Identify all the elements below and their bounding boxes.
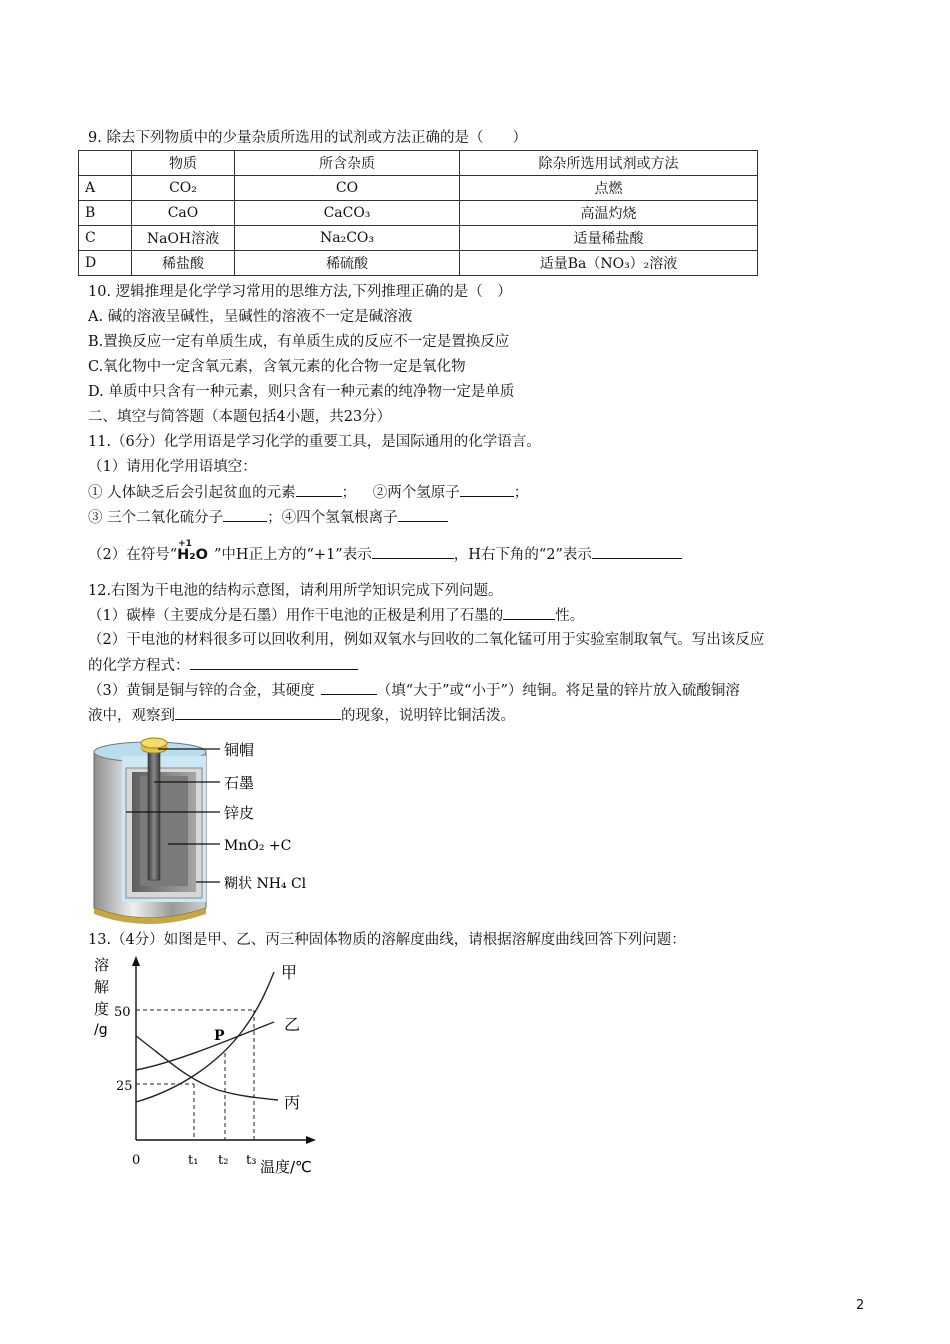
table-row [79, 251, 758, 276]
table-header: 物质 [132, 151, 235, 176]
x-axis-arrow [306, 1136, 316, 1144]
tick-t1: t₁ [188, 1153, 199, 1168]
q12-part1 [88, 605, 584, 626]
q9-table [78, 150, 758, 276]
table-cell: 适量稀盐酸 [460, 226, 758, 251]
valence-mark: +1 [178, 539, 192, 549]
label-nh4cl: 糊状 NH₄ Cl [224, 876, 307, 892]
label-zinc-skin: 锌皮 [224, 804, 255, 822]
q11-item4: ④四个氢氧根离子 [281, 510, 398, 526]
answer-blank[interactable] [592, 544, 682, 559]
table-cell: C [79, 226, 132, 251]
carbon-rod [148, 750, 160, 880]
table-cell: CO [235, 176, 460, 201]
page-number: 2 [856, 1298, 865, 1313]
series-yi: 乙 [284, 1015, 301, 1034]
table-row [79, 226, 758, 251]
q13-stem: 13.（4分）如图是甲、乙、丙三种固体物质的溶解度曲线，请根据溶解度曲线回答下列问题： [88, 932, 686, 948]
separator: ； [513, 485, 529, 501]
q11-items-row1 [88, 482, 528, 503]
table-cell: NaOH溶液 [132, 226, 235, 251]
tick-50: 50 [114, 1005, 131, 1020]
table-cell: D [79, 251, 132, 276]
q12-part1-text: （1）碳棒（主要成分是石墨）用作干电池的正极是利用了石墨的 [88, 608, 504, 624]
table-header: 除杂所选用试剂或方法 [460, 151, 758, 176]
table-cell: 稀盐酸 [132, 251, 235, 276]
q11-part2-text: ”中H正上方的“+1”表示 [213, 547, 372, 563]
y-label-char: 溶 [94, 956, 110, 974]
q11-item1: ① 人体缺乏后会引起贫血的元素 [88, 485, 296, 501]
q12-part3-text: （填“大于”或“小于”）纯铜。将足量的锌片放入硫酸铜溶 [376, 683, 740, 699]
separator: ； [341, 485, 357, 501]
battery-diagram [88, 732, 328, 927]
q10-option-c: C.氧化物中一定含氧元素，含氧元素的化合物一定是氧化物 [88, 359, 466, 375]
table-row [79, 176, 758, 201]
q10-option-d: D. 单质中只含有一种元素，则只含有一种元素的纯净物一定是单质 [88, 384, 515, 400]
q11-stem: 11.（6分）化学用语是学习化学的重要工具，是国际通用的化学语言。 [88, 434, 541, 450]
y-label-char: 解 [94, 978, 110, 996]
table-cell: 点燃 [460, 176, 758, 201]
label-graphite: 石墨 [224, 774, 255, 792]
q12-part3-cont [88, 705, 515, 726]
answer-blank[interactable] [321, 680, 377, 695]
inner-layer [140, 776, 188, 886]
answer-blank[interactable] [190, 655, 358, 670]
answer-blank[interactable] [503, 605, 555, 620]
y-label-char: 度 [94, 1000, 110, 1018]
table-cell: 适量Ba（NO₃）₂溶液 [460, 251, 758, 276]
q11-part2-text: （2）在符号“ [88, 547, 178, 563]
q10-stem: 10. 逻辑推理是化学学习常用的思维方法,下列推理正确的是（ ） [88, 284, 512, 300]
q11-items-row2 [88, 507, 448, 528]
table-cell: Na₂CO₃ [235, 226, 460, 251]
series-jia: 甲 [281, 963, 298, 982]
copper-cap-top [141, 738, 167, 748]
answer-blank[interactable] [223, 507, 267, 522]
table-cell: CO₂ [132, 176, 235, 201]
q11-item2: ②两个氢原子 [372, 485, 460, 501]
solubility-chart [88, 952, 328, 1182]
q12-part3-text: 液中，观察到 [88, 708, 175, 724]
q10-option-a: A. 碱的溶液呈碱性，呈碱性的溶液不一定是碱溶液 [88, 309, 413, 325]
curve-yi [136, 1022, 274, 1070]
q12-part1-text: 性。 [555, 608, 585, 624]
table-cell: B [79, 201, 132, 226]
table-cell: 高温灼烧 [460, 201, 758, 226]
table-header [79, 151, 132, 176]
q11-part2-text: ，H右下角的“2”表示 [453, 547, 592, 563]
formula-text: H₂O [177, 547, 208, 563]
label-mno2: MnO₂ +C [224, 838, 292, 854]
q11-part1: （1）请用化学用语填空： [88, 459, 257, 475]
q12-part3-text: （3）黄铜是铜与锌的合金，其硬度 [88, 683, 315, 699]
answer-blank[interactable] [372, 544, 454, 559]
series-bing: 丙 [284, 1093, 301, 1112]
y-label-unit: /g [94, 1022, 108, 1038]
q12-part2-text: 的化学方程式： [88, 658, 190, 674]
answer-blank[interactable] [460, 482, 514, 497]
x-label: 温度/℃ [260, 1158, 312, 1176]
y-axis-arrow [132, 956, 140, 966]
q12-stem: 12.右图为干电池的结构示意图，请利用所学知识完成下列问题。 [88, 583, 503, 599]
label-copper-cap: 铜帽 [224, 741, 255, 759]
q12-part3-text: 的现象，说明锌比铜活泼。 [341, 708, 515, 724]
table-cell: A [79, 176, 132, 201]
tick-t3: t₃ [246, 1153, 257, 1168]
tick-t2: t₂ [218, 1153, 229, 1168]
water-formula [177, 539, 208, 565]
curve-jia [136, 972, 274, 1102]
table-cell: 稀硫酸 [235, 251, 460, 276]
curve-bing [136, 1036, 278, 1100]
answer-blank[interactable] [398, 507, 448, 522]
tick-25: 25 [116, 1079, 133, 1094]
q9-stem: 9. 除去下列物质中的少量杂质所选用的试剂或方法正确的是（ ） [88, 130, 527, 146]
answer-blank[interactable] [296, 482, 342, 497]
table-cell: CaCO₃ [235, 201, 460, 226]
point-p: P [214, 1028, 225, 1044]
table-row [79, 201, 758, 226]
q10-option-b: B.置换反应一定有单质生成，有单质生成的反应不一定是置换反应 [88, 334, 510, 350]
q11-part2 [88, 539, 682, 565]
tick-origin: 0 [132, 1153, 141, 1168]
q12-part2-cont [88, 655, 358, 676]
table-header-row [79, 151, 758, 176]
q12-part3 [88, 680, 740, 701]
section-heading: 二、填空与简答题（本题包括4小题，共23分） [88, 409, 392, 425]
answer-blank[interactable] [175, 705, 341, 720]
table-header: 所含杂质 [235, 151, 460, 176]
separator: ； [267, 510, 282, 526]
q11-item3: ③ 三个二氧化硫分子 [88, 510, 224, 526]
q12-part2: （2）干电池的材料很多可以回收利用，例如双氧水与回收的二氧化锰可用于实验室制取氧气。写出该反应 [88, 632, 765, 648]
table-cell: CaO [132, 201, 235, 226]
